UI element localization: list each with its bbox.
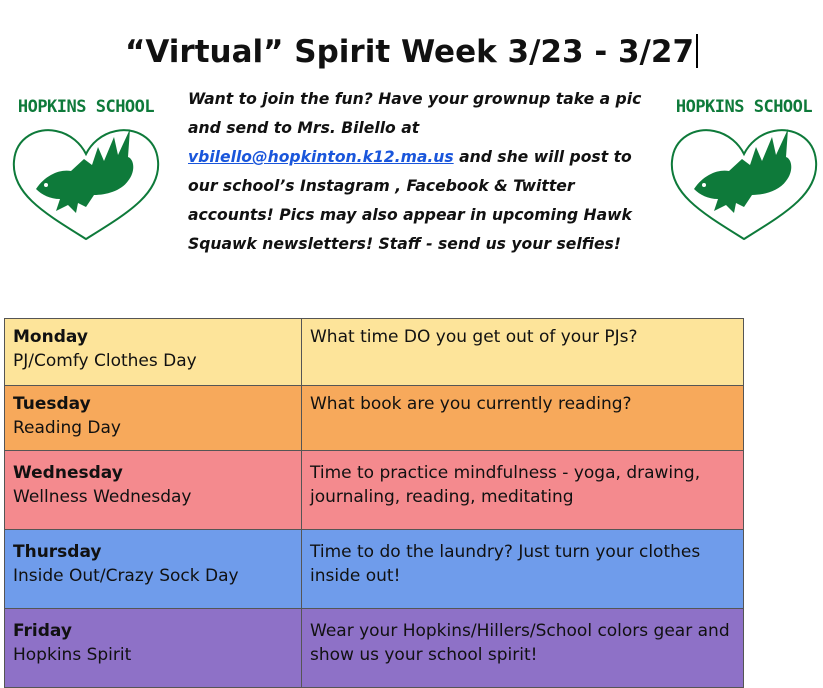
hawk-heart-icon: [664, 119, 823, 244]
school-logo-left: [6, 95, 166, 245]
day-cell: [5, 319, 302, 386]
day-cell: [5, 386, 302, 451]
table-row-friday: [5, 609, 744, 688]
day-cell: [5, 609, 302, 688]
day-theme: Inside Out/Crazy Sock Day: [13, 566, 239, 586]
day-name: Monday: [13, 327, 88, 347]
day-theme: Reading Day: [13, 418, 121, 438]
day-cell: [5, 451, 302, 530]
table-row-tuesday: [5, 386, 744, 451]
table-row-wednesday: [5, 451, 744, 530]
school-logo-text: HOPKINS SCHOOL: [675, 97, 813, 117]
hawk-heart-icon: [6, 119, 166, 244]
intro-text-before: Want to join the fun? Have your grownup take a pic and send to Mrs. Bilello at: [188, 90, 642, 137]
description-cell: Wear your Hopkins/Hillers/School colors gear and show us your school spirit!: [302, 609, 744, 688]
day-name: Tuesday: [13, 394, 91, 414]
day-theme: Wellness Wednesday: [13, 487, 192, 507]
description-cell: Time to practice mindfulness - yoga, drawing, journaling, reading, meditating: [302, 451, 744, 530]
description-cell: What time DO you get out of your PJs?: [302, 319, 744, 386]
day-theme: Hopkins Spirit: [13, 645, 132, 665]
description-cell: What book are you currently reading?: [302, 386, 744, 451]
description-cell: Time to do the laundry? Just turn your clothes inside out!: [302, 530, 744, 609]
intro-paragraph: [188, 85, 658, 259]
page-title-text: “Virtual” Spirit Week 3/23 - 3/27: [124, 34, 695, 70]
spirit-week-table: [4, 318, 744, 688]
day-cell: [5, 530, 302, 609]
school-logo-text: HOPKINS SCHOOL: [17, 97, 155, 117]
table-row-monday: [5, 319, 744, 386]
text-cursor: [696, 34, 698, 68]
intro-text-after: and she will post to our school’s Instagram , Facebook & Twitter accounts! Pics may also appear in upcoming Hawk Squawk newsletters! Staff - send us your selfies!: [188, 148, 632, 253]
day-theme: PJ/Comfy Clothes Day: [13, 351, 197, 371]
day-name: Wednesday: [13, 463, 123, 483]
day-name: Friday: [13, 621, 72, 641]
school-logo-right: [664, 95, 823, 245]
table-row-thursday: [5, 530, 744, 609]
page-title: [0, 34, 823, 70]
day-name: Thursday: [13, 542, 102, 562]
email-link[interactable]: vbilello@hopkinton.k12.ma.us: [188, 148, 454, 166]
